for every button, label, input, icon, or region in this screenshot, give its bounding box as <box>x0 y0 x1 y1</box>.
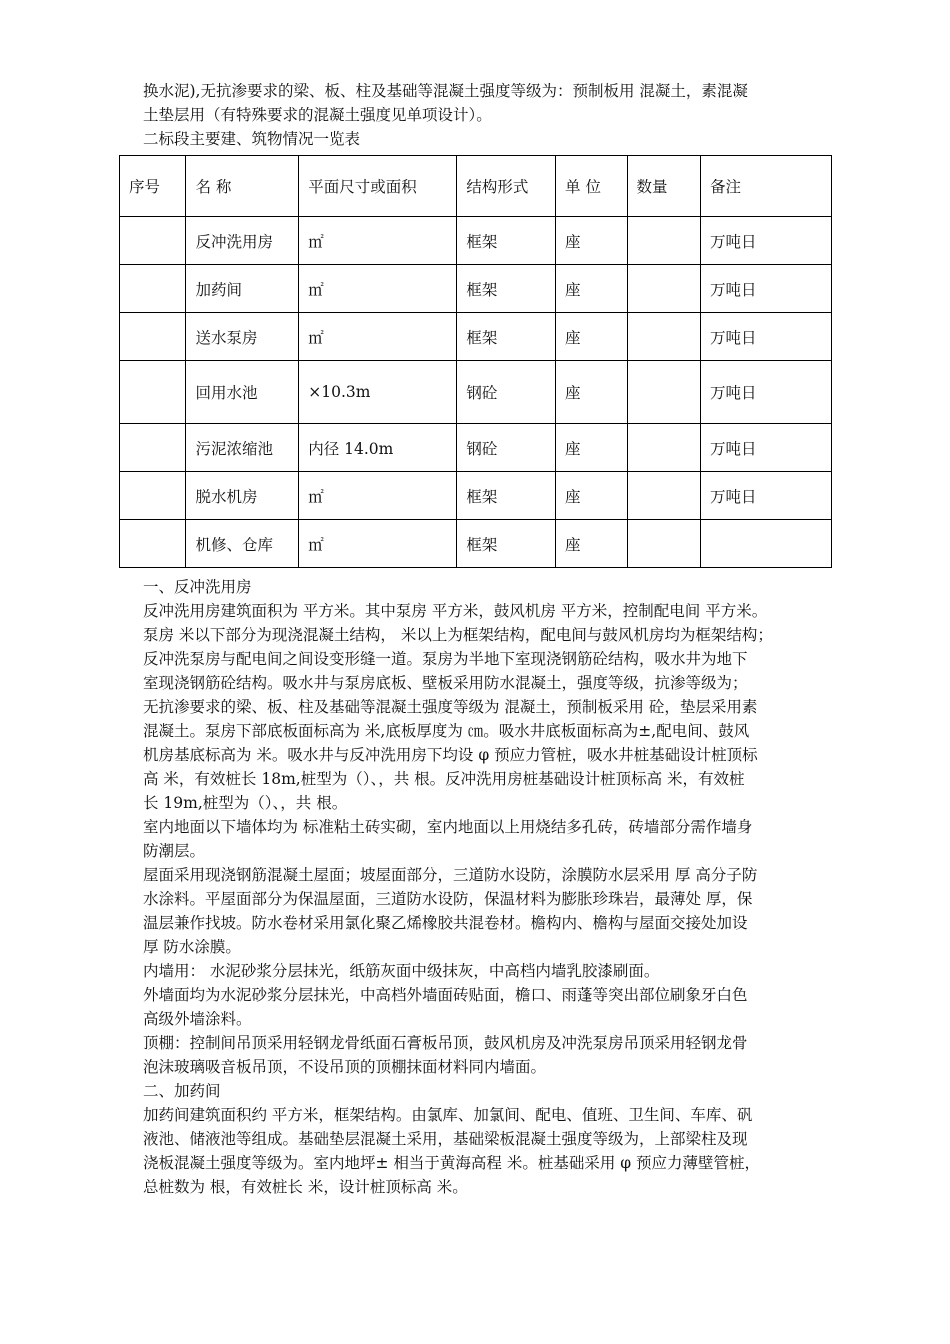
table-row <box>120 472 832 520</box>
cell <box>120 361 186 424</box>
cell <box>627 361 701 424</box>
cell: ㎡ <box>299 217 457 265</box>
cell: ㎡ <box>299 472 457 520</box>
cell <box>627 265 701 313</box>
body-line: 外墙面均为水泥砂浆分层抹光，中高档外墙面砖贴面，檐口、雨蓬等突出部位刷象牙白色 <box>143 986 748 1004</box>
body-line: 室现浇钢筋砼结构。吸水井与泵房底板、壁板采用防水混凝土，强度等级，抗渗等级为； <box>143 674 748 692</box>
cell <box>120 472 186 520</box>
body-line: 室内地面以下墙体均为 标准粘土砖实砌，室内地面以上用烧结多孔砖，砖墙部分需作墙身 <box>143 818 753 836</box>
cell: 框架 <box>457 313 556 361</box>
body-line: 加药间建筑面积约 平方米，框架结构。由氯库、加氯间、配电、值班、卫生间、车库、矾 <box>143 1106 753 1124</box>
cell: ㎡ <box>299 265 457 313</box>
section-heading: 一、反冲洗用房 <box>143 578 252 596</box>
body-line: 厚 防水涂膜。 <box>143 938 241 956</box>
body-line: 防潮层。 <box>143 842 206 860</box>
cell <box>701 520 832 568</box>
cell: 钢砼 <box>457 424 556 472</box>
cell: 座 <box>556 217 628 265</box>
cell <box>120 424 186 472</box>
intro-line: 土垫层用（有特殊要求的混凝土强度见单项设计）。 <box>143 106 492 124</box>
body-line: 高 米，有效桩长 18m,桩型为（）、，共 根。反冲洗用房桩基础设计桩顶标高 米，有效桩 <box>143 770 745 788</box>
table-row <box>120 265 832 313</box>
cell: 机修、仓库 <box>186 520 299 568</box>
table-row <box>120 313 832 361</box>
cell <box>120 217 186 265</box>
body-line: 混凝土。泵房下部底板面标高为 米,底板厚度为 ㎝。吸水井底板面标高为±,配电间、鼓风 <box>143 722 750 740</box>
intro-line: 换水泥),无抗渗要求的梁、板、柱及基础等混凝土强度等级为：预制板用 混凝土，素混凝 <box>143 82 748 100</box>
header-cell: 序号 <box>120 156 186 217</box>
cell: 脱水机房 <box>186 472 299 520</box>
body-line: 内墙用： 水泥砂浆分层抹光，纸筋灰面中级抹灰，中高档内墙乳胶漆刷面。 <box>143 962 660 980</box>
cell: 污泥浓缩池 <box>186 424 299 472</box>
body-line: 泡沫玻璃吸音板吊顶，不设吊顶的顶棚抹面材料同内墙面。 <box>143 1058 547 1076</box>
cell: ㎡ <box>299 313 457 361</box>
cell: 万吨日 <box>701 217 832 265</box>
body-line: 长 19m,桩型为（）、，共 根。 <box>143 794 348 812</box>
header-cell: 结构形式 <box>457 156 556 217</box>
cell: 内径 14.0m <box>299 424 457 472</box>
cell <box>627 424 701 472</box>
cell <box>120 313 186 361</box>
body-line: 总桩数为 根，有效桩长 米，设计桩顶标高 米。 <box>143 1178 468 1196</box>
table-caption: 二标段主要建、筑物情况一览表 <box>143 130 361 148</box>
body-line: 机房基底标高为 米。吸水井与反冲洗用房下均设 φ 预应力管桩，吸水井桩基础设计桩顶标 <box>143 746 758 764</box>
body-line: 屋面采用现浇钢筋混凝土屋面；坡屋面部分，三道防水设防，涂膜防水层采用 厚 高分子防 <box>143 866 758 884</box>
cell: 反冲洗用房 <box>186 217 299 265</box>
cell: 座 <box>556 313 628 361</box>
table-row <box>120 361 832 424</box>
cell: 钢砼 <box>457 361 556 424</box>
body-line: 高级外墙涂料。 <box>143 1010 252 1028</box>
cell <box>120 265 186 313</box>
body-line: 液池、储液池等组成。基础垫层混凝土采用，基础梁板混凝土强度等级为，上部梁柱及现 <box>143 1130 748 1148</box>
cell: 万吨日 <box>701 313 832 361</box>
body-line: 顶棚：控制间吊顶采用轻钢龙骨纸面石膏板吊顶，鼓风机房及冲洗泵房吊顶采用轻钢龙骨 <box>143 1034 748 1052</box>
intro-text <box>143 79 813 151</box>
table-row <box>120 520 832 568</box>
cell <box>627 313 701 361</box>
cell: 座 <box>556 472 628 520</box>
cell: 万吨日 <box>701 361 832 424</box>
cell: 座 <box>556 265 628 313</box>
cell: 框架 <box>457 472 556 520</box>
cell: 座 <box>556 520 628 568</box>
header-cell: 平面尺寸或面积 <box>299 156 457 217</box>
cell: 回用水池 <box>186 361 299 424</box>
cell <box>120 520 186 568</box>
cell: 万吨日 <box>701 472 832 520</box>
header-cell: 单 位 <box>556 156 628 217</box>
table-header-row <box>120 156 832 217</box>
table-row <box>120 424 832 472</box>
cell: 万吨日 <box>701 265 832 313</box>
body-line: 温层兼作找坡。防水卷材采用氯化聚乙烯橡胶共混卷材。檐构内、檐构与屋面交接处加设 <box>143 914 748 932</box>
cell: 万吨日 <box>701 424 832 472</box>
body-line: 泵房 米以下部分为现浇混凝土结构， 米以上为框架结构，配电间与鼓风机房均为框架结构； <box>143 626 773 644</box>
cell: 送水泵房 <box>186 313 299 361</box>
header-cell: 名 称 <box>186 156 299 217</box>
body-text <box>143 575 813 1199</box>
table-row <box>120 217 832 265</box>
header-cell: 数量 <box>627 156 701 217</box>
body-line: 无抗渗要求的梁、板、柱及基础等混凝土强度等级为 混凝土，预制板采用 砼，垫层采用素 <box>143 698 758 716</box>
cell: 框架 <box>457 265 556 313</box>
section-heading: 二、加药间 <box>143 1082 221 1100</box>
header-cell: 备注 <box>701 156 832 217</box>
cell: 框架 <box>457 520 556 568</box>
cell: ㎡ <box>299 520 457 568</box>
cell: ×10.3m <box>299 361 457 424</box>
cell <box>627 472 701 520</box>
body-line: 水涂料。平屋面部分为保温屋面，三道防水设防，保温材料为膨胀珍珠岩，最薄处 厚，保 <box>143 890 753 908</box>
body-line: 浇板混凝土强度等级为。室内地坪± 相当于黄海高程 米。桩基础采用 φ 预应力薄壁管桩， <box>143 1154 761 1172</box>
cell: 座 <box>556 361 628 424</box>
cell: 框架 <box>457 217 556 265</box>
buildings-table <box>119 155 832 568</box>
cell <box>627 520 701 568</box>
cell: 加药间 <box>186 265 299 313</box>
cell <box>627 217 701 265</box>
body-line: 反冲洗泵房与配电间之间设变形缝一道。泵房为半地下室现浇钢筋砼结构，吸水井为地下 <box>143 650 748 668</box>
cell: 座 <box>556 424 628 472</box>
body-line: 反冲洗用房建筑面积为 平方米。其中泵房 平方米，鼓风机房 平方米，控制配电间 平方米。 <box>143 602 768 620</box>
